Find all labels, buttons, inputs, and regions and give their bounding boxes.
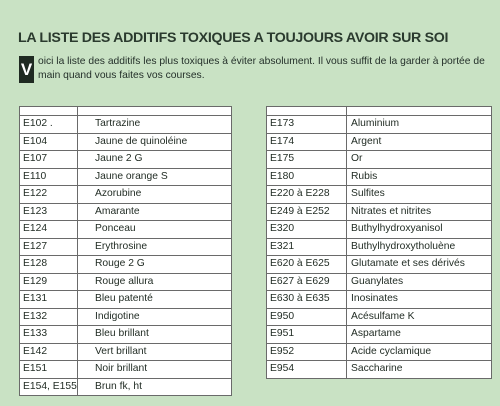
additive-name: Indigotine <box>78 308 232 326</box>
table-row <box>267 326 492 344</box>
additive-code: E154, E155 <box>20 378 78 396</box>
table-cell-empty <box>347 107 492 116</box>
table-row <box>20 168 232 186</box>
additive-name: Bleu brillant <box>78 326 232 344</box>
additive-name: Sulfites <box>347 186 492 204</box>
table-row <box>267 273 492 291</box>
additive-name: Nitrates et nitrites <box>347 203 492 221</box>
additive-code: E180 <box>267 168 347 186</box>
additive-name: Rubis <box>347 168 492 186</box>
intro-paragraph <box>19 55 489 83</box>
additive-name: Bleu patenté <box>78 291 232 309</box>
additive-name: Azorubine <box>78 186 232 204</box>
additive-code: E122 <box>20 186 78 204</box>
table-row <box>267 343 492 361</box>
table-row <box>20 116 232 134</box>
additive-name: Acide cyclamique <box>347 343 492 361</box>
additive-code: E131 <box>20 291 78 309</box>
additive-code: E173 <box>267 116 347 134</box>
additive-code: E104 <box>20 133 78 151</box>
additive-code: E102 . <box>20 116 78 134</box>
additive-code: E321 <box>267 238 347 256</box>
additives-table-left <box>19 106 232 396</box>
additive-code: E174 <box>267 133 347 151</box>
table-row <box>267 238 492 256</box>
additive-name: Tartrazine <box>78 116 232 134</box>
additive-name: Jaune orange S <box>78 168 232 186</box>
additive-code: E320 <box>267 221 347 239</box>
additive-code: E127 <box>20 238 78 256</box>
additive-code: E950 <box>267 308 347 326</box>
table-row <box>20 151 232 169</box>
table-row <box>267 116 492 134</box>
additive-name: Rouge 2 G <box>78 256 232 274</box>
additive-code: E630 à E635 <box>267 291 347 309</box>
additive-code: E951 <box>267 326 347 344</box>
additive-code: E132 <box>20 308 78 326</box>
additive-name: Noir brillant <box>78 361 232 379</box>
additive-name: Vert brillant <box>78 343 232 361</box>
table-spacer-row <box>20 107 232 116</box>
additive-name: Buthylhydroxyanisol <box>347 221 492 239</box>
table-row <box>20 378 232 396</box>
additive-code: E151 <box>20 361 78 379</box>
additive-code: E220 à E228 <box>267 186 347 204</box>
additive-code: E133 <box>20 326 78 344</box>
table-row <box>20 273 232 291</box>
table-row <box>20 186 232 204</box>
additive-code: E107 <box>20 151 78 169</box>
additive-name: Acésulfame K <box>347 308 492 326</box>
table-row <box>267 133 492 151</box>
additive-code: E128 <box>20 256 78 274</box>
table-row <box>20 291 232 309</box>
table-row <box>20 326 232 344</box>
additive-code: E142 <box>20 343 78 361</box>
additive-name: Aluminium <box>347 116 492 134</box>
table-row <box>267 203 492 221</box>
additive-code: E110 <box>20 168 78 186</box>
additive-name: Buthylhydroxytholuène <box>347 238 492 256</box>
additive-code: E620 à E625 <box>267 256 347 274</box>
additives-table-right <box>266 106 492 379</box>
additive-code: E627 à E629 <box>267 273 347 291</box>
drop-cap: V <box>19 56 34 83</box>
table-row <box>267 361 492 379</box>
additive-name: Amarante <box>78 203 232 221</box>
table-row <box>267 221 492 239</box>
table-row <box>20 238 232 256</box>
additive-code: E952 <box>267 343 347 361</box>
additive-code: E124 <box>20 221 78 239</box>
additive-code: E175 <box>267 151 347 169</box>
additive-name: Jaune 2 G <box>78 151 232 169</box>
table-row <box>267 151 492 169</box>
table-row <box>267 256 492 274</box>
additive-code: E129 <box>20 273 78 291</box>
table-row <box>20 343 232 361</box>
additive-name: Brun fk, ht <box>78 378 232 396</box>
additive-name: Aspartame <box>347 326 492 344</box>
additive-name: Jaune de quinoléine <box>78 133 232 151</box>
additive-name: Erythrosine <box>78 238 232 256</box>
additive-name: Inosinates <box>347 291 492 309</box>
table-row <box>20 203 232 221</box>
table-row <box>267 308 492 326</box>
additive-name: Or <box>347 151 492 169</box>
table-row <box>267 168 492 186</box>
additive-name: Argent <box>347 133 492 151</box>
table-row <box>20 256 232 274</box>
table-row <box>267 186 492 204</box>
additive-code: E123 <box>20 203 78 221</box>
table-row <box>20 308 232 326</box>
additive-code: E954 <box>267 361 347 379</box>
table-row <box>20 221 232 239</box>
additive-name: Rouge allura <box>78 273 232 291</box>
table-cell-empty <box>20 107 78 116</box>
intro-text: oici la liste des additifs les plus toxiques à éviter absolument. Il vous suffit de la garder à portée de main quand vous faites vos courses. <box>38 56 485 81</box>
table-cell-empty <box>78 107 232 116</box>
additive-name: Glutamate et ses dérivés <box>347 256 492 274</box>
additive-name: Guanylates <box>347 273 492 291</box>
table-row <box>20 361 232 379</box>
additive-name: Ponceau <box>78 221 232 239</box>
additive-code: E249 à E252 <box>267 203 347 221</box>
table-cell-empty <box>267 107 347 116</box>
table-spacer-row <box>267 107 492 116</box>
additive-name: Saccharine <box>347 361 492 379</box>
table-row <box>20 133 232 151</box>
table-row <box>267 291 492 309</box>
page-title: LA LISTE DES ADDITIFS TOXIQUES A TOUJOURS AVOIR SUR SOI <box>18 30 449 46</box>
